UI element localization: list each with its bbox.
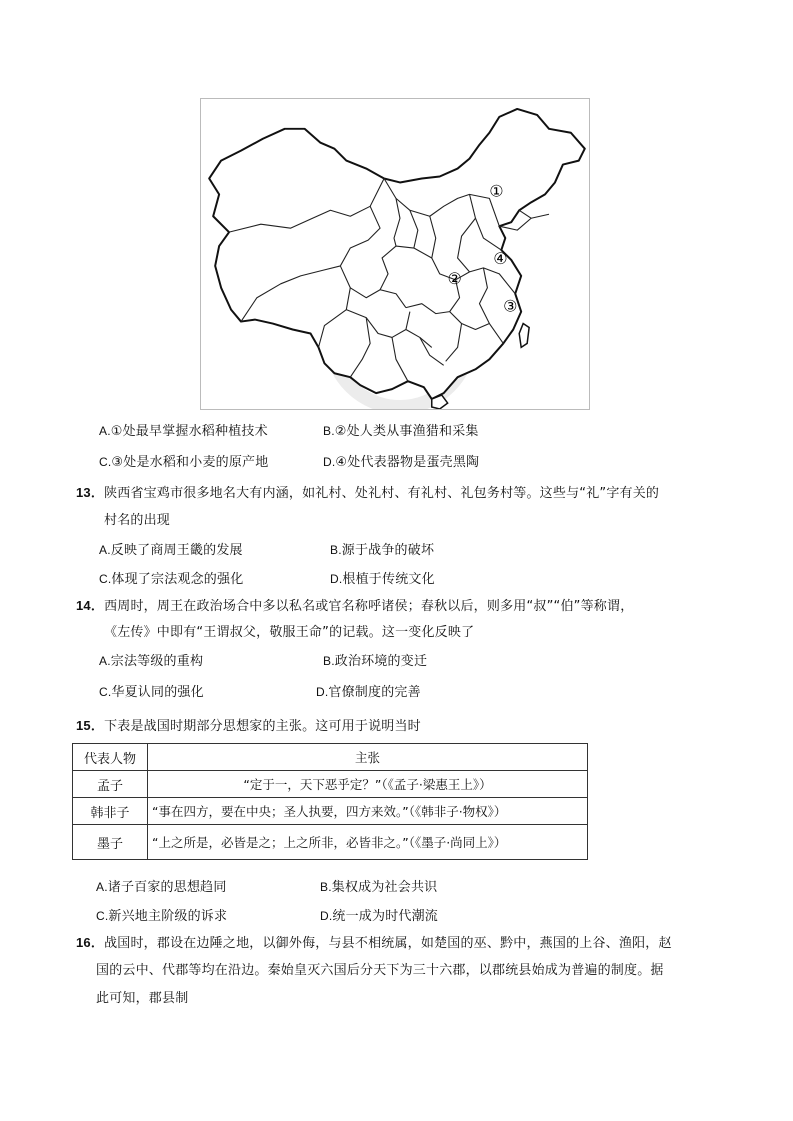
question-number: 14． [76,598,105,613]
option-letter: A. [99,424,111,438]
option-letter: D. [320,909,333,923]
option-letter: C. [99,455,112,469]
table-header-row [73,744,588,771]
taiwan-island [519,324,529,348]
marker-4: ④ [493,248,508,268]
china-outline [209,109,585,399]
china-map-figure [200,98,590,410]
table-row [73,771,588,798]
option-letter: A. [99,654,111,668]
q12-option-c[interactable] [99,453,268,472]
china-map-svg [201,99,589,409]
thinker-claim: “定于一，天下恶乎定？”（《孟子·梁惠王上》） [148,771,588,798]
option-letter: B. [323,654,335,668]
q14-option-c[interactable] [99,683,204,702]
thinkers-table [72,743,588,860]
thinker-name: 孟子 [73,771,148,798]
option-letter: D. [323,455,336,469]
option-letter: B. [320,880,332,894]
option-letter: B. [323,424,335,438]
q12-option-b[interactable] [323,422,479,441]
question-text: 西周时，周王在政治场合中多以私名或官名称呼诸侯；春秋以后，则多用“叔”“伯”等称谓， [104,599,634,614]
option-letter: A. [99,543,111,557]
q13-option-b[interactable] [330,541,434,560]
option-text: 华夏认同的强化 [111,685,204,700]
option-letter: C. [99,572,112,586]
option-text: 新兴地主阶级的诉求 [108,909,228,924]
q14-option-b[interactable] [323,652,427,671]
thinker-name: 韩非子 [73,798,148,825]
table-row [73,798,588,825]
option-text: 根植于传统文化 [342,572,435,587]
option-text: 体现了宗法观念的强化 [111,572,244,587]
q12-option-a[interactable] [99,422,268,441]
option-text: 源于战争的破坏 [341,543,435,558]
question-number: 15． [76,718,105,733]
q13-option-d[interactable] [330,570,435,589]
option-letter: B. [330,543,342,557]
q14-stem-line2: 《左传》中即有“王谓叔父，敬服王命”的记载。这一变化反映了 [104,625,475,640]
question-number: 13． [76,485,105,500]
question-number: 16． [76,935,105,950]
marker-2: ② [447,268,462,288]
question-text: 下表是战国时期部分思想家的主张。这可用于说明当时 [104,719,421,734]
q15-option-c[interactable] [96,907,227,926]
q12-option-d[interactable] [323,453,479,472]
option-text: ③处是水稻和小麦的原产地 [111,455,269,470]
option-text: 诸子百家的思想趋同 [107,880,227,895]
option-text: 集权成为社会共识 [331,880,438,895]
q13-option-a[interactable] [99,541,243,560]
option-letter: C. [96,909,109,923]
option-text: 宗法等级的重构 [110,654,204,669]
option-text: 反映了商周王畿的发展 [110,543,243,558]
option-letter: C. [99,685,112,699]
q14-option-d[interactable] [316,683,421,702]
q14-stem-line1 [76,597,633,616]
thinker-claim: “事在四方，要在中央；圣人执要，四方来效。”（《韩非子·物权》） [148,798,588,825]
option-text: 政治环境的变迁 [334,654,428,669]
marker-3: ③ [503,296,518,316]
marker-1: ① [489,181,504,201]
q13-stem-line2: 村名的出现 [104,513,171,528]
q13-stem-line1 [76,484,659,503]
option-letter: A. [96,880,108,894]
option-letter: D. [316,685,329,699]
q13-option-c[interactable] [99,570,243,589]
header-claim: 主张 [148,744,588,771]
option-text: ①处最早掌握水稻种植技术 [110,424,268,439]
question-text: 陕西省宝鸡市很多地名大有内涵，如礼村、处礼村、有礼村、礼包务村等。这些与“礼”字有关的 [104,486,660,501]
table-row [73,825,588,860]
option-text: ②处人类从事渔猎和采集 [334,424,479,439]
option-text: 统一成为时代潮流 [332,909,439,924]
thinker-name: 墨子 [73,825,148,860]
q15-option-a[interactable] [96,878,227,897]
option-text: ④处代表器物是蛋壳黑陶 [335,455,480,470]
option-letter: D. [330,572,343,586]
header-representative: 代表人物 [73,744,148,771]
q16-stem-line3: 此可知，郡县制 [96,991,189,1006]
q15-stem [76,717,421,736]
q16-stem-line1 [76,934,672,953]
option-text: 官僚制度的完善 [328,685,421,700]
q16-stem-line2: 国的云中、代郡等均在沿边。秦始皇灭六国后分天下为三十六郡，以郡统县始成为普遍的制度。据 [96,963,664,978]
q14-option-a[interactable] [99,652,203,671]
q15-option-b[interactable] [320,878,437,897]
q15-option-d[interactable] [320,907,438,926]
thinker-claim: “上之所是，必皆是之；上之所非，必皆非之。”（《墨子·尚同上》） [148,825,588,860]
question-text: 战国时，郡设在边陲之地，以御外侮，与县不相统属，如楚国的巫、黔中，燕国的上谷、渔阳，赵 [104,936,672,951]
